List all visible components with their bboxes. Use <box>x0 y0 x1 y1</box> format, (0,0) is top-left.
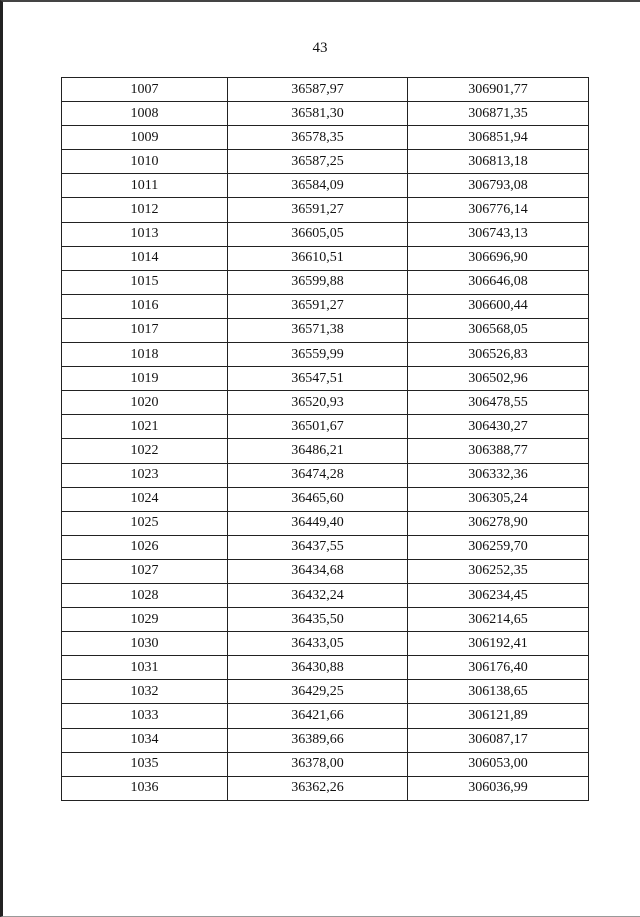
y-coordinate-cell: 306036,99 <box>408 776 589 800</box>
x-coordinate-cell: 36591,27 <box>228 294 408 318</box>
x-coordinate-cell: 36465,60 <box>228 487 408 511</box>
x-coordinate-cell: 36578,35 <box>228 126 408 150</box>
y-coordinate-cell: 306388,77 <box>408 439 589 463</box>
table-row <box>62 680 589 704</box>
x-coordinate-cell: 36591,27 <box>228 198 408 222</box>
point-number-cell: 1031 <box>62 656 228 680</box>
table-row <box>62 343 589 367</box>
point-number-cell: 1027 <box>62 559 228 583</box>
table-row <box>62 656 589 680</box>
y-coordinate-cell: 306813,18 <box>408 150 589 174</box>
x-coordinate-cell: 36587,97 <box>228 78 408 102</box>
table-row <box>62 463 589 487</box>
table-row <box>62 318 589 342</box>
x-coordinate-cell: 36520,93 <box>228 391 408 415</box>
table-row <box>62 439 589 463</box>
table-row <box>62 728 589 752</box>
y-coordinate-cell: 306600,44 <box>408 294 589 318</box>
y-coordinate-cell: 306776,14 <box>408 198 589 222</box>
table-row <box>62 126 589 150</box>
x-coordinate-cell: 36435,50 <box>228 608 408 632</box>
point-number-cell: 1012 <box>62 198 228 222</box>
point-number-cell: 1018 <box>62 343 228 367</box>
point-number-cell: 1021 <box>62 415 228 439</box>
y-coordinate-cell: 306087,17 <box>408 728 589 752</box>
point-number-cell: 1011 <box>62 174 228 198</box>
table-row <box>62 222 589 246</box>
point-number-cell: 1014 <box>62 246 228 270</box>
point-number-cell: 1023 <box>62 463 228 487</box>
point-number-cell: 1033 <box>62 704 228 728</box>
page-number: 43 <box>312 40 328 56</box>
point-number-cell: 1025 <box>62 511 228 535</box>
y-coordinate-cell: 306568,05 <box>408 318 589 342</box>
point-number-cell: 1007 <box>62 78 228 102</box>
y-coordinate-cell: 306646,08 <box>408 270 589 294</box>
y-coordinate-cell: 306121,89 <box>408 704 589 728</box>
point-number-cell: 1024 <box>62 487 228 511</box>
table-row <box>62 367 589 391</box>
x-coordinate-cell: 36599,88 <box>228 270 408 294</box>
x-coordinate-cell: 36587,25 <box>228 150 408 174</box>
table-row <box>62 174 589 198</box>
y-coordinate-cell: 306526,83 <box>408 343 589 367</box>
x-coordinate-cell: 36559,99 <box>228 343 408 367</box>
x-coordinate-cell: 36362,26 <box>228 776 408 800</box>
table-row <box>62 608 589 632</box>
y-coordinate-cell: 306502,96 <box>408 367 589 391</box>
y-coordinate-cell: 306332,36 <box>408 463 589 487</box>
table-row <box>62 583 589 607</box>
x-coordinate-cell: 36486,21 <box>228 439 408 463</box>
x-coordinate-cell: 36610,51 <box>228 246 408 270</box>
x-coordinate-cell: 36432,24 <box>228 583 408 607</box>
x-coordinate-cell: 36449,40 <box>228 511 408 535</box>
y-coordinate-cell: 306901,77 <box>408 78 589 102</box>
y-coordinate-cell: 306138,65 <box>408 680 589 704</box>
point-number-cell: 1017 <box>62 318 228 342</box>
point-number-cell: 1036 <box>62 776 228 800</box>
point-number-cell: 1013 <box>62 222 228 246</box>
y-coordinate-cell: 306305,24 <box>408 487 589 511</box>
point-number-cell: 1022 <box>62 439 228 463</box>
table-row <box>62 511 589 535</box>
point-number-cell: 1034 <box>62 728 228 752</box>
x-coordinate-cell: 36389,66 <box>228 728 408 752</box>
table-row <box>62 776 589 800</box>
point-number-cell: 1010 <box>62 150 228 174</box>
y-coordinate-cell: 306743,13 <box>408 222 589 246</box>
y-coordinate-cell: 306192,41 <box>408 632 589 656</box>
point-number-cell: 1030 <box>62 632 228 656</box>
point-number-cell: 1029 <box>62 608 228 632</box>
point-number-cell: 1009 <box>62 126 228 150</box>
x-coordinate-cell: 36433,05 <box>228 632 408 656</box>
table-row <box>62 559 589 583</box>
y-coordinate-cell: 306430,27 <box>408 415 589 439</box>
table-row <box>62 246 589 270</box>
y-coordinate-cell: 306793,08 <box>408 174 589 198</box>
point-number-cell: 1020 <box>62 391 228 415</box>
point-number-cell: 1016 <box>62 294 228 318</box>
table-row <box>62 102 589 126</box>
y-coordinate-cell: 306053,00 <box>408 752 589 776</box>
coordinates-table-body <box>62 78 589 801</box>
x-coordinate-cell: 36605,05 <box>228 222 408 246</box>
x-coordinate-cell: 36434,68 <box>228 559 408 583</box>
x-coordinate-cell: 36474,28 <box>228 463 408 487</box>
x-coordinate-cell: 36430,88 <box>228 656 408 680</box>
point-number-cell: 1015 <box>62 270 228 294</box>
y-coordinate-cell: 306252,35 <box>408 559 589 583</box>
table-row <box>62 535 589 559</box>
x-coordinate-cell: 36429,25 <box>228 680 408 704</box>
y-coordinate-cell: 306259,70 <box>408 535 589 559</box>
table-row <box>62 78 589 102</box>
table-row <box>62 391 589 415</box>
table-row <box>62 632 589 656</box>
table-row <box>62 198 589 222</box>
x-coordinate-cell: 36501,67 <box>228 415 408 439</box>
table-row <box>62 294 589 318</box>
y-coordinate-cell: 306176,40 <box>408 656 589 680</box>
table-row <box>62 270 589 294</box>
coordinates-table <box>61 77 589 801</box>
y-coordinate-cell: 306851,94 <box>408 126 589 150</box>
y-coordinate-cell: 306234,45 <box>408 583 589 607</box>
table-row <box>62 415 589 439</box>
y-coordinate-cell: 306278,90 <box>408 511 589 535</box>
point-number-cell: 1028 <box>62 583 228 607</box>
point-number-cell: 1032 <box>62 680 228 704</box>
x-coordinate-cell: 36581,30 <box>228 102 408 126</box>
y-coordinate-cell: 306696,90 <box>408 246 589 270</box>
point-number-cell: 1026 <box>62 535 228 559</box>
table-row <box>62 704 589 728</box>
x-coordinate-cell: 36584,09 <box>228 174 408 198</box>
x-coordinate-cell: 36437,55 <box>228 535 408 559</box>
x-coordinate-cell: 36378,00 <box>228 752 408 776</box>
y-coordinate-cell: 306214,65 <box>408 608 589 632</box>
x-coordinate-cell: 36547,51 <box>228 367 408 391</box>
x-coordinate-cell: 36571,38 <box>228 318 408 342</box>
y-coordinate-cell: 306478,55 <box>408 391 589 415</box>
x-coordinate-cell: 36421,66 <box>228 704 408 728</box>
y-coordinate-cell: 306871,35 <box>408 102 589 126</box>
table-row <box>62 752 589 776</box>
point-number-cell: 1008 <box>62 102 228 126</box>
point-number-cell: 1035 <box>62 752 228 776</box>
table-row <box>62 487 589 511</box>
point-number-cell: 1019 <box>62 367 228 391</box>
table-row <box>62 150 589 174</box>
